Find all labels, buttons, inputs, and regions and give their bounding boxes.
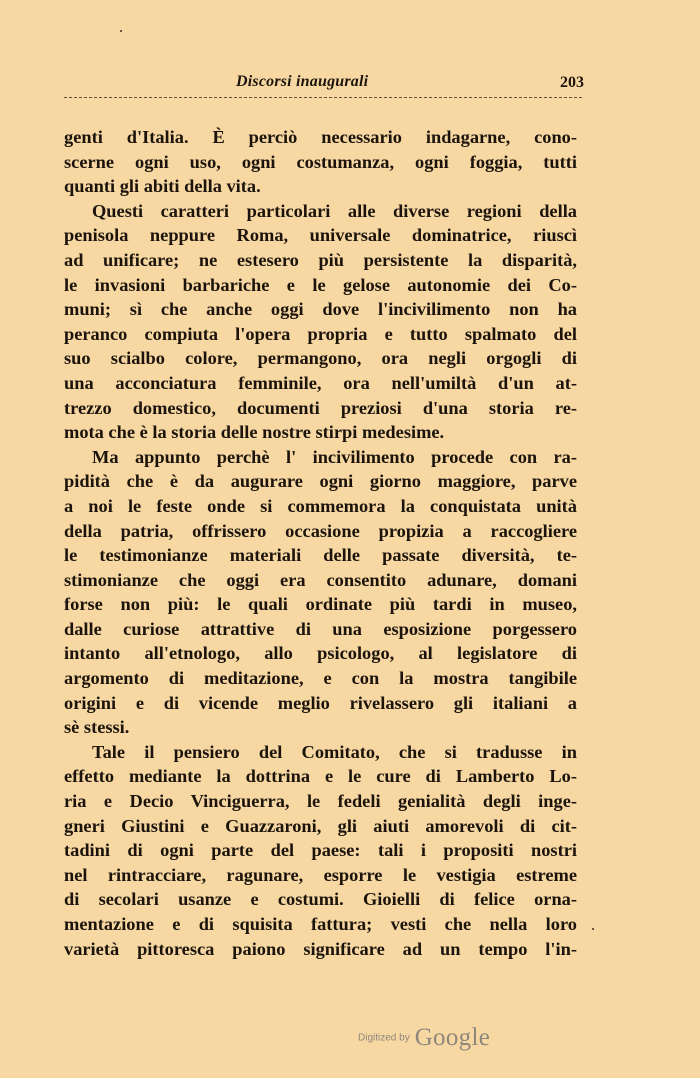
text-line: peranco compiuta l'opera propria e tutto spalmato del: [64, 323, 577, 344]
body-text: [64, 125, 577, 961]
text-line: della patria, offrissero occasione propizia a raccogliere: [64, 520, 577, 541]
text-line: forse non più: le quali ordinate più tardi in museo,: [64, 594, 577, 615]
text-line: stimonianze che oggi era consentito adunare, domani: [64, 569, 577, 590]
header-rule: [64, 97, 582, 98]
text-line: una acconciatura femminile, ora nell'umiltà d'un at-: [64, 372, 577, 393]
text-line: argomento di meditazione, e con la mostra tangibile: [64, 668, 577, 689]
text-line: Questi caratteri particolari alle diverse regioni della: [92, 200, 577, 221]
text-line: ad unificare; ne estesero più persistente la disparità,: [64, 249, 577, 270]
text-line: mentazione e di squisita fattura; vesti che nella loro: [64, 914, 577, 934]
text-line: penisola neppure Roma, universale dominatrice, riuscì: [64, 225, 577, 246]
text-line: ria e Decio Vinciguerra, le fedeli genialità degli inge-: [64, 791, 577, 812]
text-line: dalle curiose attrattive di una esposizione porgessero: [64, 618, 577, 639]
text-line: origini e di vicende meglio rivelassero gli italiani a: [64, 692, 577, 713]
running-title: Discorsi inaugurali: [236, 73, 369, 90]
text-line: trezzo domestico, documenti preziosi d'una storia re-: [64, 397, 577, 418]
text-line: muni; sì che anche oggi dove l'incivilimento non ha: [64, 299, 577, 320]
text-line: Ma appunto perchè l' incivilimento procede con ra-: [92, 446, 577, 467]
page-header: [64, 70, 582, 96]
text-line: nel rintracciare, ragunare, esporre le vestigia estreme: [64, 864, 577, 885]
text-line: sè stessi.: [64, 717, 130, 738]
text-line: scerne ogni uso, ogni costumanza, ogni foggia, tutti: [64, 151, 577, 172]
text-line: effetto mediante la dottrina e le cure di Lamberto Lo-: [64, 766, 577, 787]
text-line: suo scialbo colore, permangono, ora negli orgogli di: [64, 348, 577, 369]
text-line: varietà pittoresca paiono significare ad un tempo l'in-: [64, 938, 577, 959]
google-logo: Google: [414, 1024, 491, 1051]
text-line: le testimonianze materiali delle passate diversità, te-: [64, 545, 577, 566]
digitized-watermark: [358, 1024, 490, 1052]
text-line: le invasioni barbariche e le gelose autonomie dei Co-: [64, 274, 577, 295]
ink-speck: [120, 30, 122, 32]
digitized-label: Digitized by: [358, 1032, 410, 1044]
text-line: a noi le feste onde si commemora la conquistata unità: [64, 495, 577, 516]
text-line: gneri Giustini e Guazzaroni, gli aiuti amorevoli di cit-: [64, 815, 577, 836]
text-line: quanti gli abiti della vita.: [64, 176, 261, 197]
text-line: pidità che è da augurare ogni giorno maggiore, parve: [64, 471, 577, 492]
text-line: genti d'Italia. È perciò necessario indagarne, cono-: [64, 127, 577, 147]
page-number: 203: [560, 74, 584, 91]
text-line: tadini di ogni parte del paese: tali i propositi nostri: [64, 840, 577, 861]
text-line: di secolari usanze e costumi. Gioielli di felice orna-: [64, 889, 577, 910]
text-line: intanto all'etnologo, allo psicologo, al legislatore di: [64, 643, 577, 664]
text-line: Tale il pensiero del Comitato, che si tradusse in: [92, 741, 577, 762]
ink-speck: [592, 928, 594, 930]
text-line: mota che è la storia delle nostre stirpi medesime.: [64, 422, 445, 443]
